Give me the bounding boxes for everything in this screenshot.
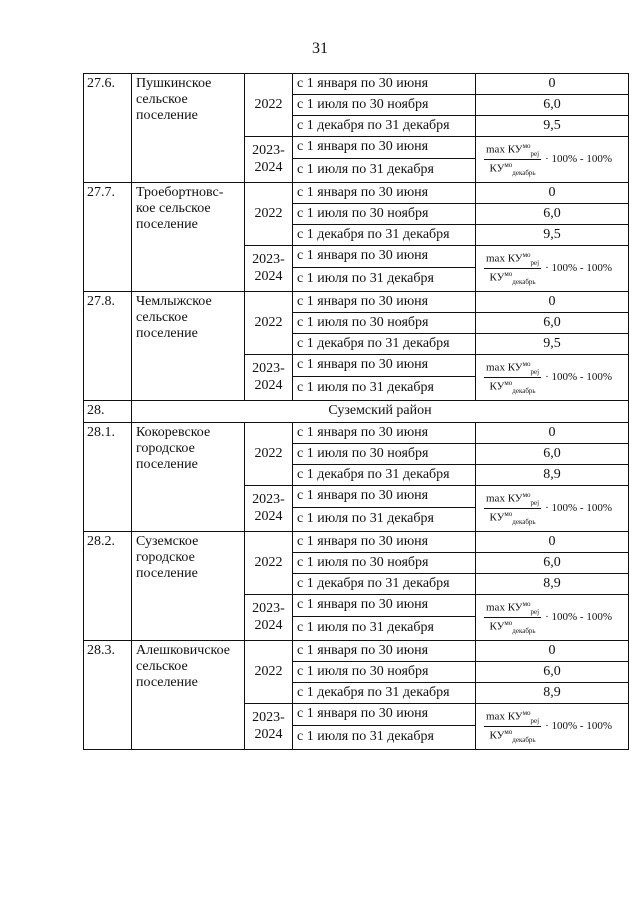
period-cell: с 1 декабря по 31 декабря (293, 683, 476, 704)
formula-denominator-text: КУ (489, 729, 505, 742)
row-number: 28.2. (84, 532, 132, 641)
formula-denominator (487, 509, 537, 526)
formula-numerator-sub: реj (530, 149, 540, 158)
district-name: Суземский район (132, 401, 629, 423)
settlement-name: Пушкинское сельское поселение (132, 74, 245, 183)
year-cell: 2023-2024 (245, 704, 293, 750)
value-cell: 0 (476, 74, 629, 95)
formula-numerator-sub: реj (530, 716, 540, 725)
formula-numerator (484, 142, 541, 160)
formula-denominator-sup: мо (504, 270, 513, 278)
year-cell: 2023-2024 (245, 137, 293, 183)
value-cell: 0 (476, 183, 629, 204)
year-cell: 2023-2024 (245, 486, 293, 532)
district-row (84, 401, 629, 423)
value-cell: 6,0 (476, 444, 629, 465)
settlement-name: Суземское городское поселение (132, 532, 245, 641)
formula-numerator-sup: мо (522, 360, 531, 369)
formula-denominator (487, 378, 537, 395)
page-number: 31 (312, 40, 328, 57)
formula-denominator (487, 160, 537, 177)
row-number: 27.6. (84, 74, 132, 183)
year-cell: 2022 (245, 292, 293, 355)
period-cell: с 1 января по 30 июня (293, 183, 476, 204)
formula-numerator-sup: мо (522, 251, 531, 260)
formula-numerator-text: max КУ (486, 361, 523, 374)
formula-fraction (484, 600, 541, 635)
value-cell: 6,0 (476, 662, 629, 683)
year-cell: 2022 (245, 641, 293, 704)
tariff-table (83, 73, 629, 750)
row-number: 27.7. (84, 183, 132, 292)
formula-rest: · 100% - 100% (545, 611, 612, 624)
formula-denominator-sup: мо (504, 161, 513, 169)
value-cell: 8,9 (476, 683, 629, 704)
table-row (84, 423, 629, 444)
formula-numerator-text: max КУ (486, 710, 523, 723)
formula-numerator-sup: мо (522, 709, 531, 718)
year-cell: 2022 (245, 183, 293, 246)
formula-numerator-sub: реj (530, 607, 540, 616)
value-cell: 8,9 (476, 465, 629, 486)
table-row (84, 74, 629, 95)
settlement-name: Кокоревское городское поселение (132, 423, 245, 532)
value-cell: 8,9 (476, 574, 629, 595)
formula-denominator-sub: декабрь (512, 277, 536, 286)
formula (476, 709, 628, 744)
formula-fraction (484, 709, 541, 744)
value-cell: 0 (476, 641, 629, 662)
value-cell: 9,5 (476, 116, 629, 137)
period-cell: с 1 июля по 31 декабря (293, 268, 476, 292)
formula-numerator-text: max КУ (486, 252, 523, 265)
formula-numerator (484, 360, 541, 378)
formula-denominator-text: КУ (489, 620, 505, 633)
formula-denominator-sup: мо (504, 619, 513, 627)
table-row (84, 183, 629, 204)
period-cell: с 1 июля по 31 декабря (293, 508, 476, 532)
formula-denominator (487, 269, 537, 286)
period-cell: с 1 июля по 30 ноября (293, 313, 476, 334)
period-cell: с 1 января по 30 июня (293, 74, 476, 95)
row-number: 28.3. (84, 641, 132, 750)
formula-numerator (484, 491, 541, 509)
year-cell: 2023-2024 (245, 246, 293, 292)
formula-denominator-sup: мо (504, 510, 513, 518)
value-cell: 0 (476, 532, 629, 553)
formula-cell (476, 246, 629, 292)
formula-denominator (487, 727, 537, 744)
formula-numerator-sub: реj (530, 498, 540, 507)
period-cell: с 1 июля по 31 декабря (293, 377, 476, 401)
year-cell: 2022 (245, 532, 293, 595)
formula (476, 142, 628, 177)
value-cell: 9,5 (476, 225, 629, 246)
formula-numerator-text: max КУ (486, 492, 523, 505)
period-cell: с 1 января по 30 июня (293, 292, 476, 313)
period-cell: с 1 января по 30 июня (293, 704, 476, 726)
value-cell: 9,5 (476, 334, 629, 355)
formula-cell (476, 486, 629, 532)
period-cell: с 1 января по 30 июня (293, 246, 476, 268)
formula-denominator-text: КУ (489, 162, 505, 175)
settlement-name: Троебортновс-кое сельское поселение (132, 183, 245, 292)
formula-fraction (484, 491, 541, 526)
value-cell: 6,0 (476, 553, 629, 574)
value-cell: 6,0 (476, 204, 629, 225)
row-number: 28. (84, 401, 132, 423)
formula-cell (476, 355, 629, 401)
formula-denominator-sub: декабрь (512, 735, 536, 744)
formula (476, 251, 628, 286)
formula-numerator (484, 709, 541, 727)
period-cell: с 1 июля по 30 ноября (293, 444, 476, 465)
formula-denominator-text: КУ (489, 511, 505, 524)
settlement-name: Чемлыжское сельское поселение (132, 292, 245, 401)
formula-numerator-sup: мо (522, 491, 531, 500)
value-cell: 6,0 (476, 313, 629, 334)
year-cell: 2023-2024 (245, 355, 293, 401)
table-row (84, 532, 629, 553)
formula-cell (476, 595, 629, 641)
period-cell: с 1 декабря по 31 декабря (293, 225, 476, 246)
year-cell: 2022 (245, 74, 293, 137)
value-cell: 0 (476, 292, 629, 313)
period-cell: с 1 июля по 30 ноября (293, 662, 476, 683)
formula-rest: · 100% - 100% (545, 371, 612, 384)
period-cell: с 1 июля по 30 ноября (293, 204, 476, 225)
formula-numerator (484, 600, 541, 618)
formula-rest: · 100% - 100% (545, 153, 612, 166)
period-cell: с 1 декабря по 31 декабря (293, 116, 476, 137)
row-number: 28.1. (84, 423, 132, 532)
period-cell: с 1 января по 30 июня (293, 532, 476, 553)
period-cell: с 1 января по 30 июня (293, 486, 476, 508)
formula-denominator-sup: мо (504, 728, 513, 736)
period-cell: с 1 декабря по 31 декабря (293, 334, 476, 355)
period-cell: с 1 июля по 31 декабря (293, 726, 476, 750)
formula-numerator-sup: мо (522, 142, 531, 151)
year-cell: 2022 (245, 423, 293, 486)
formula-rest: · 100% - 100% (545, 502, 612, 515)
formula-cell (476, 704, 629, 750)
formula-rest: · 100% - 100% (545, 262, 612, 275)
formula-numerator-sup: мо (522, 600, 531, 609)
period-cell: с 1 июля по 30 ноября (293, 553, 476, 574)
period-cell: с 1 января по 30 июня (293, 423, 476, 444)
formula-denominator-sub: декабрь (512, 168, 536, 177)
formula-denominator-sub: декабрь (512, 626, 536, 635)
period-cell: с 1 июля по 31 декабря (293, 159, 476, 183)
formula (476, 600, 628, 635)
formula-denominator (487, 618, 537, 635)
formula-denominator-sub: декабрь (512, 386, 536, 395)
formula-fraction (484, 251, 541, 286)
formula-denominator-sup: мо (504, 379, 513, 387)
formula-numerator-sub: реj (530, 367, 540, 376)
year-cell: 2023-2024 (245, 595, 293, 641)
period-cell: с 1 июля по 31 декабря (293, 617, 476, 641)
table-row (84, 641, 629, 662)
value-cell: 6,0 (476, 95, 629, 116)
formula-fraction (484, 360, 541, 395)
period-cell: с 1 декабря по 31 декабря (293, 465, 476, 486)
formula-rest: · 100% - 100% (545, 720, 612, 733)
value-cell: 0 (476, 423, 629, 444)
formula-denominator-text: КУ (489, 271, 505, 284)
settlement-name: Алешковичское сельское поселение (132, 641, 245, 750)
formula-numerator-text: max КУ (486, 601, 523, 614)
period-cell: с 1 июля по 30 ноября (293, 95, 476, 116)
formula-denominator-sub: декабрь (512, 517, 536, 526)
formula-cell (476, 137, 629, 183)
row-number: 27.8. (84, 292, 132, 401)
formula-fraction (484, 142, 541, 177)
period-cell: с 1 января по 30 июня (293, 137, 476, 159)
period-cell: с 1 января по 30 июня (293, 641, 476, 662)
formula-numerator-sub: реj (530, 258, 540, 267)
period-cell: с 1 декабря по 31 декабря (293, 574, 476, 595)
period-cell: с 1 января по 30 июня (293, 595, 476, 617)
period-cell: с 1 января по 30 июня (293, 355, 476, 377)
formula-numerator (484, 251, 541, 269)
formula (476, 360, 628, 395)
formula (476, 491, 628, 526)
formula-numerator-text: max КУ (486, 143, 523, 156)
formula-denominator-text: КУ (489, 380, 505, 393)
table-row (84, 292, 629, 313)
